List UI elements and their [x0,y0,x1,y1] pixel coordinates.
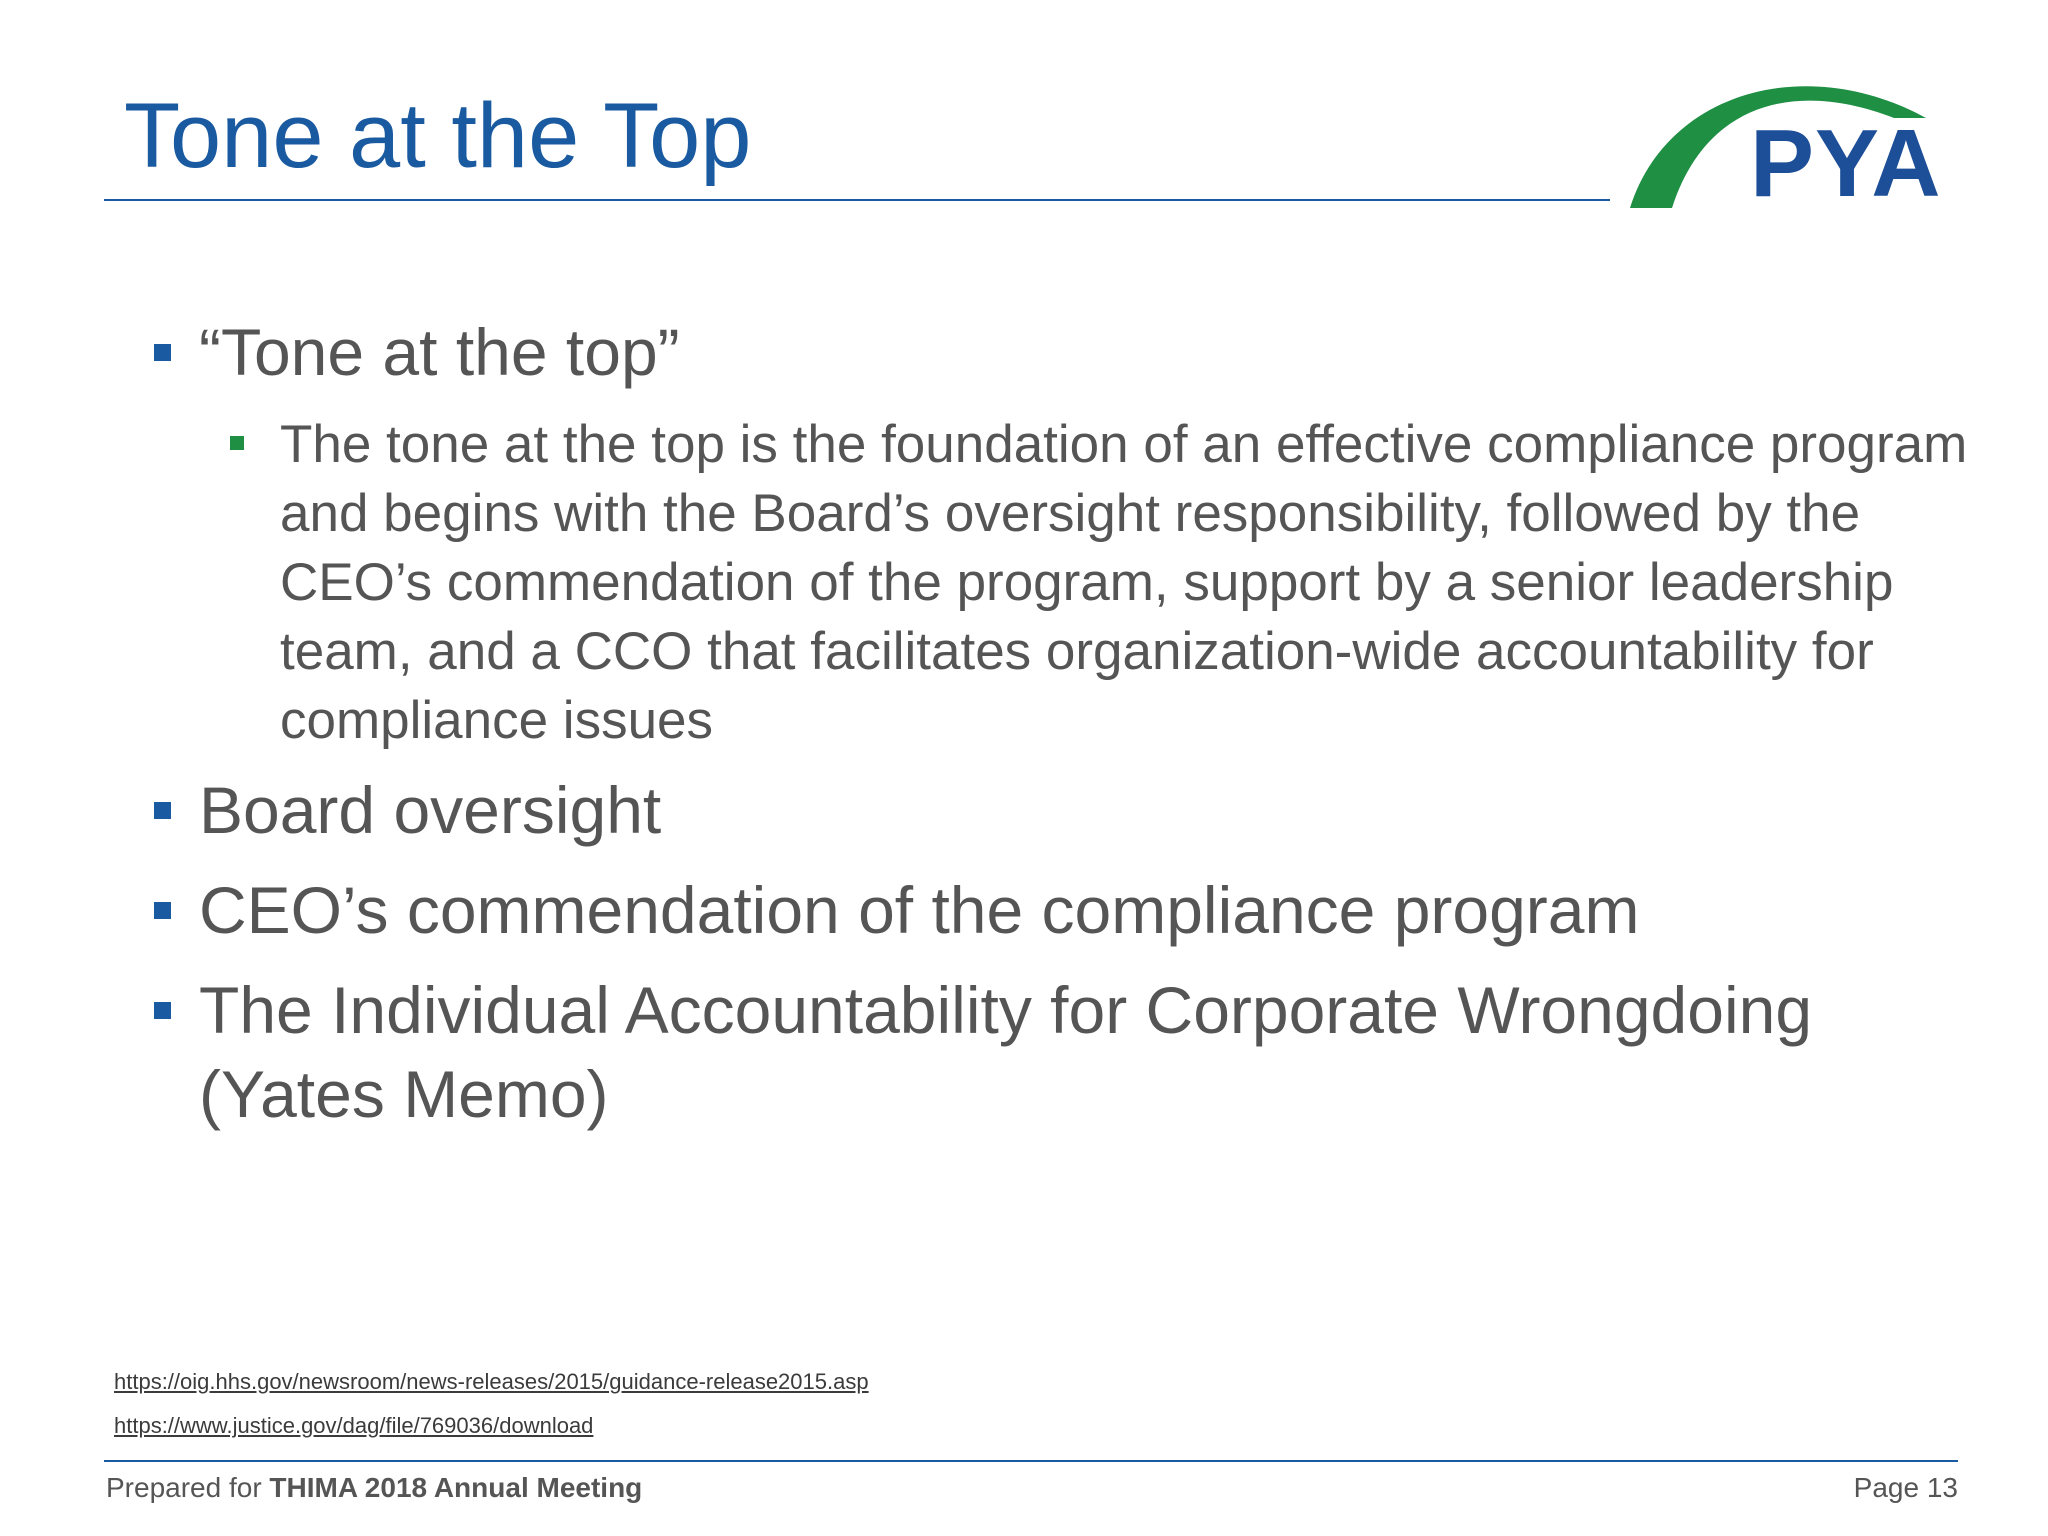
bullet-square-icon [154,1002,171,1019]
bullet-square-icon [154,802,171,819]
bullet-text: “Tone at the top” [199,315,680,389]
page-number: Page 13 [1853,1472,1958,1503]
footer-event: THIMA 2018 Annual Meeting [269,1472,643,1503]
bullet-item [154,768,661,852]
reference-link-oig[interactable]: https://oig.hhs.gov/newsroom/news-releases/2015/guidance-release2015.asp [114,1369,869,1394]
title-divider [104,199,1610,201]
sub-bullet-square-icon [230,436,244,450]
bullet-text-line: The Individual Accountability for Corporate Wrongdoing [199,973,1813,1047]
pya-logo [1626,62,1962,217]
pya-logo-text: PYA [1750,110,1942,217]
bullet-square-icon [154,902,171,919]
slide-title: Tone at the Top [124,85,752,187]
bullet-square-icon [154,344,171,361]
footer-divider [104,1460,1958,1462]
bullet-text: Board oversight [199,773,662,847]
reference-link-justice[interactable]: https://www.justice.gov/dag/file/769036/download [114,1413,594,1438]
bullet-item [154,868,1639,952]
sub-bullet-text: The tone at the top is the foundation of an effective compliance program and begins with the Board’s oversight responsibility, followed by the CEO’s commendation of the program, support by a senior leadership team, and a CCO that facilitates organization-wide accountability for compliance issues [280,415,1968,750]
bullet-text-block [199,968,1812,1136]
bullet-item [154,310,680,394]
bullet-text-line: (Yates Memo) [199,1057,609,1131]
footer-prefix: Prepared for [106,1472,262,1503]
bullet-text: CEO’s commendation of the compliance program [199,873,1640,947]
reference-links [114,1360,869,1448]
sub-bullet-item [230,410,2020,755]
footer-prepared-for [106,1472,642,1504]
bullet-item [154,968,1812,1136]
